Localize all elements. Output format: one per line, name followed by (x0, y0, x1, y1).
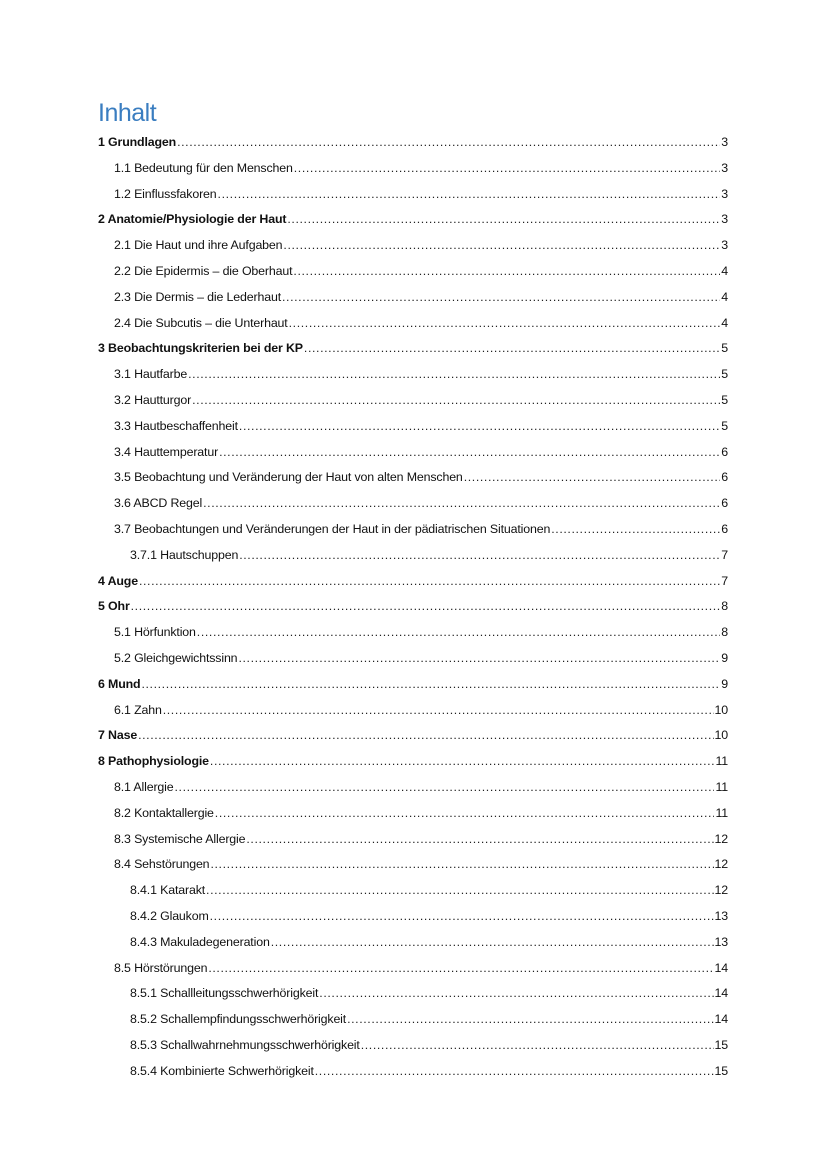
toc-entry-page-number: 12 (714, 831, 728, 846)
toc-entry-page-number: 11 (715, 754, 728, 769)
toc-entry-page-number: 4 (721, 263, 728, 278)
toc-entry-label: 3.3 Hautbeschaffenheit (114, 418, 238, 433)
toc-entry-page-number: 14 (714, 986, 728, 1001)
dot-leader (177, 130, 720, 156)
toc-entry-page-number: 4 (721, 289, 728, 304)
toc-entry-page-number: 13 (714, 908, 728, 923)
toc-entry-label: 8.5.4 Kombinierte Schwerhörigkeit (130, 1063, 314, 1078)
toc-entry-page-number: 7 (721, 547, 728, 562)
toc-entry[interactable] (98, 1033, 728, 1059)
toc-entry-page-number: 13 (714, 934, 728, 949)
toc-entry-label: 8.1 Allergie (114, 779, 174, 794)
dot-leader (294, 156, 721, 182)
toc-entry-label: 5.2 Gleichgewichtssinn (114, 650, 238, 665)
toc-entry[interactable] (98, 465, 728, 491)
toc-entry-label: 8.2 Kontaktallergie (114, 805, 214, 820)
toc-entry-page-number: 10 (714, 702, 728, 717)
toc-entry[interactable] (98, 801, 728, 827)
toc-entry-label: 3.7.1 Hautschuppen (130, 547, 239, 562)
toc-entry[interactable] (98, 440, 728, 466)
toc-entry[interactable] (98, 569, 728, 595)
toc-title: Inhalt (98, 99, 157, 127)
dot-leader (197, 620, 720, 646)
toc-entry-page-number: 11 (715, 805, 728, 820)
dot-leader (315, 1059, 714, 1085)
toc-entry[interactable] (98, 594, 728, 620)
toc-entry-label: 2 Anatomie/Physiologie der Haut (98, 212, 287, 227)
dot-leader (304, 336, 720, 362)
toc-entry[interactable] (98, 930, 728, 956)
toc-entry[interactable] (98, 130, 728, 156)
toc-entry[interactable] (98, 362, 728, 388)
dot-leader (239, 414, 720, 440)
toc-entry[interactable] (98, 414, 728, 440)
toc-entry[interactable] (98, 156, 728, 182)
dot-leader (282, 285, 720, 311)
toc-entry-label: 5 Ohr (98, 599, 130, 614)
toc-entry-page-number: 11 (715, 779, 728, 794)
dot-leader (192, 388, 720, 414)
toc-entry[interactable] (98, 827, 728, 853)
toc-entry-label: 8.5.2 Schallempfindungsschwerhörigkeit (130, 1012, 347, 1027)
dot-leader (188, 362, 720, 388)
dot-leader (218, 182, 721, 208)
toc-entry-page-number: 15 (714, 1063, 728, 1078)
toc-entry-page-number: 6 (721, 444, 728, 459)
toc-entry-page-number: 5 (721, 392, 728, 407)
dot-leader (239, 543, 720, 569)
toc-entry[interactable] (98, 1007, 728, 1033)
toc-entry-page-number: 9 (721, 650, 728, 665)
dot-leader (203, 491, 720, 517)
toc-entry-page-number: 14 (714, 1012, 728, 1027)
toc-entry-label: 2.4 Die Subcutis – die Unterhaut (114, 315, 288, 330)
toc-entry-page-number: 3 (721, 186, 728, 201)
dot-leader (293, 259, 720, 285)
toc-entry-page-number: 3 (721, 160, 728, 175)
toc-entry-label: 8.4.3 Makuladegeneration (130, 934, 270, 949)
table-of-contents (98, 130, 728, 1084)
dot-leader (464, 465, 721, 491)
toc-entry-label: 4 Auge (98, 573, 138, 588)
toc-entry-page-number: 4 (721, 315, 728, 330)
dot-leader (246, 827, 713, 853)
toc-entry-page-number: 7 (721, 573, 728, 588)
toc-entry-page-number: 5 (721, 367, 728, 382)
toc-entry[interactable] (98, 285, 728, 311)
dot-leader (215, 801, 715, 827)
toc-entry-label: 3.1 Hautfarbe (114, 367, 188, 382)
toc-entry[interactable] (98, 259, 728, 285)
toc-entry-page-number: 14 (714, 960, 728, 975)
toc-entry-page-number: 3 (721, 135, 728, 149)
toc-entry[interactable] (98, 388, 728, 414)
toc-entry-label: 8 Pathophysiologie (98, 754, 209, 769)
dot-leader (361, 1033, 714, 1059)
toc-entry-page-number: 10 (714, 728, 728, 743)
toc-entry-label: 6.1 Zahn (114, 702, 162, 717)
toc-entry-page-number: 9 (721, 676, 728, 691)
toc-entry-label: 1.1 Bedeutung für den Menschen (114, 160, 293, 175)
dot-leader (551, 517, 720, 543)
toc-entry-label: 5.1 Hörfunktion (114, 625, 196, 640)
toc-entry-page-number: 12 (714, 857, 728, 872)
toc-entry-page-number: 3 (721, 238, 728, 253)
toc-entry[interactable] (98, 723, 728, 749)
toc-entry-page-number: 3 (721, 212, 728, 227)
toc-entry-label: 2.3 Die Dermis – die Lederhaut (114, 289, 281, 304)
dot-leader (319, 981, 713, 1007)
toc-entry-label: 2.1 Die Haut und ihre Aufgaben (114, 238, 283, 253)
toc-entry[interactable] (98, 904, 728, 930)
toc-entry-label: 6 Mund (98, 676, 141, 691)
dot-leader (283, 233, 720, 259)
toc-entry[interactable] (98, 1059, 728, 1085)
dot-leader (139, 569, 720, 595)
toc-entry-label: 3.5 Beobachtung und Veränderung der Haut von alten Menschen (114, 470, 463, 485)
toc-entry-page-number: 6 (721, 470, 728, 485)
toc-entry[interactable] (98, 981, 728, 1007)
dot-leader (210, 749, 715, 775)
toc-entry[interactable] (98, 517, 728, 543)
toc-entry-label: 3.6 ABCD Regel (114, 496, 203, 511)
dot-leader (347, 1007, 713, 1033)
toc-entry[interactable] (98, 207, 728, 233)
dot-leader (131, 594, 721, 620)
toc-entry-label: 8.5 Hörstörungen (114, 960, 208, 975)
toc-entry[interactable] (98, 775, 728, 801)
dot-leader (163, 698, 714, 724)
toc-entry[interactable] (98, 233, 728, 259)
toc-entry-label: 1.2 Einflussfakoren (114, 186, 217, 201)
dot-leader (175, 775, 715, 801)
toc-entry-page-number: 15 (714, 1037, 728, 1052)
toc-entry-label: 8.4 Sehstörungen (114, 857, 210, 872)
dot-leader (219, 440, 720, 466)
toc-entry-label: 8.4.2 Glaukom (130, 908, 209, 923)
dot-leader (289, 311, 721, 337)
toc-entry-label: 3 Beobachtungskriterien bei der KP (98, 341, 303, 356)
toc-entry-label: 7 Nase (98, 728, 138, 743)
toc-entry[interactable] (98, 543, 728, 569)
toc-entry-page-number: 6 (721, 496, 728, 511)
toc-entry[interactable] (98, 672, 728, 698)
toc-entry[interactable] (98, 698, 728, 724)
toc-entry[interactable] (98, 956, 728, 982)
dot-leader (206, 878, 713, 904)
dot-leader (210, 904, 714, 930)
toc-entry[interactable] (98, 182, 728, 208)
toc-entry-label: 3.4 Hauttemperatur (114, 444, 219, 459)
dot-leader (138, 723, 713, 749)
dot-leader (141, 672, 720, 698)
toc-entry[interactable] (98, 620, 728, 646)
toc-entry[interactable] (98, 336, 728, 362)
toc-entry[interactable] (98, 878, 728, 904)
toc-entry[interactable] (98, 852, 728, 878)
toc-entry-label: 8.5.1 Schallleitungsschwerhörigkeit (130, 986, 319, 1001)
toc-entry-label: 8.3 Systemische Allergie (114, 831, 246, 846)
toc-entry-label: 1 Grundlagen (98, 135, 177, 149)
toc-entry[interactable] (98, 491, 728, 517)
toc-entry[interactable] (98, 749, 728, 775)
toc-entry-page-number: 5 (721, 341, 728, 356)
toc-entry[interactable] (98, 646, 728, 672)
toc-entry-label: 3.7 Beobachtungen und Veränderungen der Haut in der pädiatrischen Situationen (114, 521, 551, 536)
toc-entry-label: 8.4.1 Katarakt (130, 883, 206, 898)
toc-entry-page-number: 8 (721, 599, 728, 614)
toc-entry-page-number: 5 (721, 418, 728, 433)
toc-entry-label: 2.2 Die Epidermis – die Oberhaut (114, 263, 293, 278)
dot-leader (238, 646, 720, 672)
toc-entry-label: 8.5.3 Schallwahrnehmungsschwerhörigkeit (130, 1037, 360, 1052)
toc-entry[interactable] (98, 311, 728, 337)
dot-leader (208, 956, 713, 982)
toc-entry-label: 3.2 Hautturgor (114, 392, 192, 407)
toc-entry-page-number: 8 (721, 625, 728, 640)
dot-leader (287, 207, 720, 233)
toc-entry-page-number: 12 (714, 883, 728, 898)
dot-leader (210, 852, 713, 878)
toc-entry-page-number: 6 (721, 521, 728, 536)
dot-leader (271, 930, 714, 956)
